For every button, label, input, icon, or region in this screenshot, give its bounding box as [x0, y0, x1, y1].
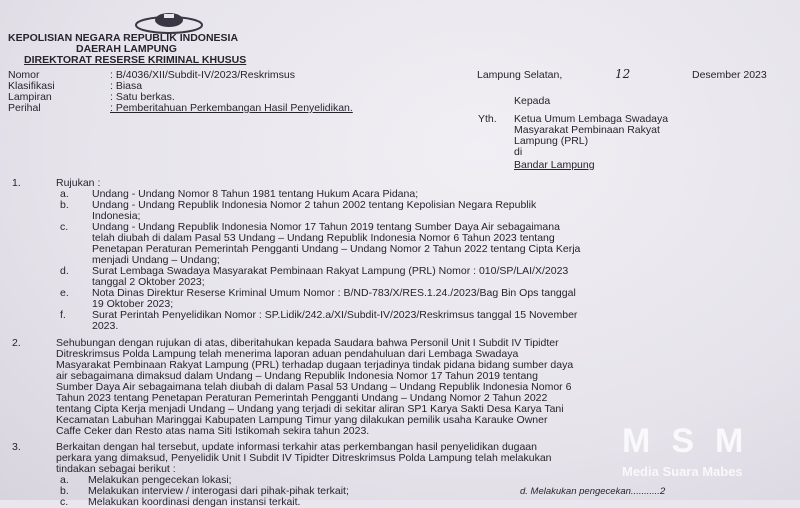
perihal-label: Perihal [8, 102, 41, 114]
section-2-line: Ditreskrimsus Polda Lampung telah menerima laporan aduan pendahuluan dari Lembaga Swadaya [56, 348, 519, 360]
section-2-line: Masyarakat Pembinaan Rakyat Lampung (PRL) terhadap dugaan terjadinya tindak pidana bidang sumber daya [56, 359, 574, 371]
ref-c-line: telah diubah di dalam Pasal 53 Undang – Undang Republik Indonesia Nomor 6 Tahun 2023 tentang [92, 232, 555, 244]
ref-b-line: Indonesia; [92, 210, 141, 222]
action-b-text: Melakukan interview / interogasi dari pihak-pihak terkait; [88, 485, 349, 497]
ref-e-line: 19 Oktober 2023; [92, 298, 174, 310]
watermark-logo: MSM [622, 422, 765, 460]
ref-c-line: Undang - Undang Republik Indonesia Nomor 17 Tahun 2019 tentang Sumber Daya Air sebagaimana [92, 221, 560, 233]
action-a-text: Melakukan pengecekan lokasi; [88, 474, 232, 486]
lampiran-label: Lampiran [8, 91, 52, 103]
ref-c-mark: c. [60, 221, 69, 233]
ref-f-mark: f. [60, 309, 66, 321]
klasifikasi-label: Klasifikasi [8, 80, 55, 92]
section-1-title: Rujukan : [56, 177, 101, 189]
lampiran-value: : Satu berkas. [110, 91, 175, 103]
recipient-di: di [514, 146, 523, 158]
ref-a-line: Undang - Undang Nomor 8 Tahun 1981 tentang Hukum Acara Pidana; [92, 188, 419, 200]
recipient-line-2: Masyarakat Pembinaan Rakyat [514, 124, 660, 136]
ref-e-mark: e. [60, 287, 69, 299]
section-1-number: 1. [12, 177, 21, 189]
ref-c-line: Penetapan Peraturan Pemerintah Pengganti Undang – Undang Nomor 2 Tahun 2022 tentang Cipta Kerja [92, 243, 581, 255]
section-2-line: Kecamatan Labuhan Maringgai Kabupaten Lampung Timur yang dilakukan pemilik usaha Karauke Owner [56, 414, 548, 426]
section-2-line: Sumber Daya Air sebagaimana telah diubah di dalam Pasal 53 Undang – Undang Republik Indonesia Nomor 6 [56, 381, 572, 393]
ref-b-mark: b. [60, 199, 69, 211]
ref-d-line: Surat Lembaga Swadaya Masyarakat Pembinaan Rakyat Lampung (PRL) Nomor : 010/SP/LAI/X/2023 [92, 265, 569, 277]
action-c-text: Melakukan koordinasi dengan instansi terkait. [88, 496, 301, 508]
ref-b-line: Undang - Undang Republik Indonesia Nomor 2 tahun 2002 tentang Kepolisian Negara Republik [92, 199, 537, 211]
date-day: 12 [615, 67, 631, 81]
ref-a-mark: a. [60, 188, 69, 200]
section-2-line: Sehubungan dengan rujukan di atas, diberitahukan kepada Saudara bahwa Personil Unit I Subdit IV Tipidter [56, 337, 559, 349]
police-crest-icon [133, 10, 205, 34]
klasifikasi-value: : Biasa [110, 80, 143, 92]
section-2-line: air sebagaimana dimaksud dalam Undang – Undang Republik Indonesia Nomor 17 Tahun 2019 tentang [56, 370, 538, 382]
header-line-1: KEPOLISIAN NEGARA REPUBLIK INDONESIA [8, 32, 239, 44]
section-2-number: 2. [12, 337, 21, 349]
place: Lampung Selatan, [477, 69, 563, 81]
section-3-line: perkara yang dimaksud, Penyelidik Unit I Subdit IV Tipidter Ditreskrimsus Polda Lampung telah melakukan [56, 452, 552, 464]
action-b-mark: b. [60, 485, 69, 497]
section-3-number: 3. [12, 441, 21, 453]
date-month-year: Desember 2023 [692, 69, 767, 81]
yth-label: Yth. [478, 113, 497, 125]
action-a-mark: a. [60, 474, 69, 486]
section-2-line: Caffe Ceker dan Resto atas nama Siti Istikomah sekira tahun 2023. [56, 425, 370, 437]
recipient-city: Bandar Lampung [514, 159, 595, 171]
recipient-line-3: Lampung (PRL) [514, 135, 589, 147]
ref-f-line: Surat Perintah Penyelidikan Nomor : SP.Lidik/242.a/XI/Subdit-IV/2023/Reskrimsus tanggal 15 November [92, 309, 578, 321]
action-c-mark: c. [60, 496, 69, 508]
nomor-label: Nomor [8, 69, 40, 81]
section-3-line: tindakan sebagai berikut : [56, 463, 176, 475]
ref-d-line: tanggal 2 Oktober 2023; [92, 276, 205, 288]
recipient-line-1: Ketua Umum Lembaga Swadaya [514, 113, 669, 125]
ref-d-mark: d. [60, 265, 69, 277]
ref-e-line: Nota Dinas Direktur Reserse Kriminal Umum Nomor : B/ND-783/X/RES.1.24./2023/Bag Bin Ops tanggal [92, 287, 576, 299]
nomor-value: : B/4036/XII/Subdit-IV/2023/Reskrimsus [110, 69, 296, 81]
perihal-value: : Pemberitahuan Perkembangan Hasil Penyelidikan. [110, 102, 353, 114]
ref-c-line: menjadi Undang – Undang; [92, 254, 220, 266]
kepada-label: Kepada [514, 95, 551, 107]
header-line-3: DIREKTORAT RESERSE KRIMINAL KHUSUS [24, 54, 247, 66]
header-line-2: DAERAH LAMPUNG [76, 43, 177, 55]
ref-f-line: 2023. [92, 320, 119, 332]
page-continuation: d. Melakukan pengecekan...........2 [520, 486, 666, 497]
section-2-line: tentang Cipta Kerja menjadi Undang – Undang yang terjadi di sekitar aliran SP1 Karya Sakti Desa Karya Tani [56, 403, 564, 415]
section-3-line: Berkaitan dengan hal tersebut, update informasi terkahir atas perkembangan hasil penyelidikan dugaan [56, 441, 537, 453]
section-2-line: Tahun 2023 tentang Penetapan Peraturan Pemerintah Pengganti Undang – Undang Nomor 2 Tahun 2022 [56, 392, 548, 404]
watermark-caption: Media Suara Mabes [622, 464, 743, 479]
